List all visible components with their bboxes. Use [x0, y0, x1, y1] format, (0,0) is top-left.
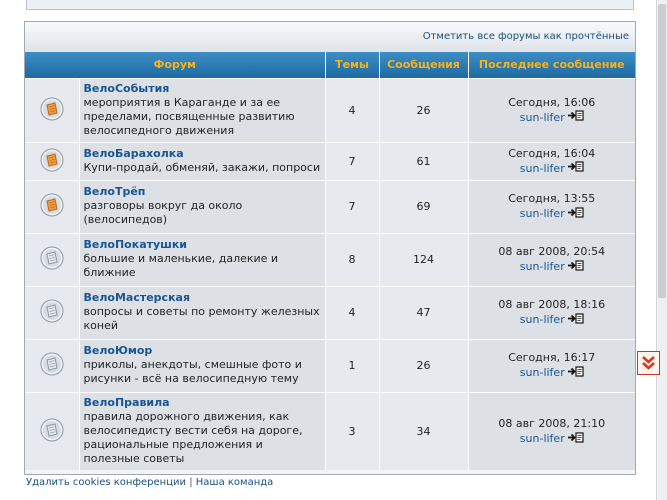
forum-row [25, 339, 635, 392]
forum-icon-cell [25, 339, 79, 392]
forum-read-icon [40, 246, 64, 270]
forum-icon-cell [25, 233, 79, 286]
header-topics: Темы [325, 52, 379, 78]
forum-icon-cell [25, 142, 79, 180]
goto-last-post-icon[interactable] [567, 432, 584, 447]
forum-last-post-cell [468, 180, 635, 233]
last-post-author-link[interactable]: sun-lifer [519, 432, 565, 445]
forum-posts-count: 47 [379, 286, 468, 339]
forum-read-icon [40, 299, 64, 323]
forum-posts-count: 26 [379, 339, 468, 392]
forum-row [25, 233, 635, 286]
footer-separator: | [189, 477, 193, 488]
goto-last-post-icon[interactable] [567, 313, 584, 328]
forum-topics-count: 8 [325, 233, 379, 286]
last-post-author-link[interactable]: sun-lifer [519, 260, 565, 274]
forum-info-cell [79, 142, 325, 180]
goto-last-post-icon[interactable] [567, 260, 584, 275]
forum-read-icon [40, 418, 64, 442]
double-chevron-down-icon [638, 352, 659, 374]
forum-posts-count: 61 [379, 142, 468, 180]
forum-last-post-cell [468, 78, 635, 142]
last-post-author-link[interactable]: sun-lifer [519, 313, 565, 327]
scroll-down-button[interactable] [637, 351, 660, 375]
forum-topics-count: 7 [325, 180, 379, 233]
forum-description: вопросы и советы по ремонту железных коней [83, 305, 320, 332]
forum-last-post-cell [468, 392, 635, 470]
forum-unread-icon [40, 193, 64, 217]
forum-last-post-cell [468, 339, 635, 392]
delete-cookies-link[interactable]: Удалить cookies конференции [26, 477, 187, 488]
forum-title-link[interactable]: ВелоСобытия [83, 81, 170, 95]
forum-icon-cell [25, 392, 79, 470]
forum-posts-count: 26 [379, 78, 468, 142]
forum-topics-count: 4 [325, 78, 379, 142]
forum-posts-count: 124 [379, 233, 468, 286]
forum-icon-cell [25, 286, 79, 339]
last-post-author-link[interactable]: sun-lifer [519, 161, 565, 175]
goto-last-post-icon[interactable] [567, 366, 584, 381]
forum-info-cell [79, 233, 325, 286]
team-link[interactable]: Наша команда [195, 477, 274, 488]
previous-panel [26, 0, 634, 10]
forum-row [25, 180, 635, 233]
last-post-date: Сегодня, 16:06 [508, 95, 596, 109]
forum-topics-count: 4 [325, 286, 379, 339]
scrollbar-thumb[interactable] [658, 4, 666, 298]
last-post-date: 08 авг 2008, 20:54 [498, 245, 606, 259]
forum-info-cell [79, 392, 325, 470]
goto-last-post-icon[interactable] [567, 207, 584, 222]
forum-title-link[interactable]: ВелоЮмор [83, 344, 153, 357]
footer-links [26, 477, 273, 488]
forum-description: большие и маленькие, далекие и ближние [83, 252, 279, 279]
forum-last-post-cell [468, 142, 635, 180]
forum-unread-icon [40, 148, 64, 172]
forum-topics-count: 1 [325, 339, 379, 392]
forum-toolbar [25, 22, 635, 52]
forum-title-link[interactable]: ВелоБарахолка [83, 146, 184, 160]
goto-last-post-icon[interactable] [567, 110, 584, 125]
forum-unread-icon [40, 97, 64, 121]
forums-table [25, 52, 635, 470]
forum-info-cell [79, 286, 325, 339]
forum-row [25, 392, 635, 470]
vertical-scrollbar[interactable] [656, 0, 667, 500]
forum-read-icon [40, 352, 64, 376]
forum-info-cell [79, 78, 325, 142]
forum-title-link[interactable]: ВелоПравила [83, 395, 170, 409]
header-posts: Сообщения [379, 52, 468, 78]
last-post-author-link[interactable]: sun-lifer [519, 366, 565, 380]
forum-list-panel [24, 21, 636, 475]
mark-all-read-link[interactable]: Отметить все форумы как прочтённые [422, 31, 629, 42]
goto-last-post-icon[interactable] [567, 161, 584, 176]
table-header-row [25, 52, 635, 78]
forum-description: разговоры вокруг да около (велосипедов) [83, 199, 243, 226]
forum-title-link[interactable]: ВелоТрёп [83, 185, 146, 198]
last-post-date: 08 авг 2008, 21:10 [498, 417, 606, 430]
forum-icon-cell [25, 78, 79, 142]
forum-last-post-cell [468, 286, 635, 339]
last-post-author-link[interactable]: sun-lifer [519, 110, 565, 124]
forum-info-cell [79, 180, 325, 233]
last-post-date: Сегодня, 16:04 [508, 146, 596, 160]
header-last-post: Последнее сообщение [468, 52, 635, 78]
forum-topics-count: 3 [325, 392, 379, 470]
header-forum: Форум [25, 52, 325, 78]
forum-row [25, 286, 635, 339]
forum-row [25, 78, 635, 142]
last-post-date: 08 авг 2008, 18:16 [498, 298, 606, 312]
forum-last-post-cell [468, 233, 635, 286]
forum-description: мероприятия в Караганде и за ее пределами, посвященные развитию велосипедного движения [83, 95, 295, 137]
forum-description: правила дорожного движения, как велосипедисту вести себя на дороге, рациональные предложения и полезные советы [83, 409, 303, 465]
forum-info-cell [79, 339, 325, 392]
forum-description: Купи-продай, обменяй, закажи, попроси [83, 160, 321, 174]
forum-posts-count: 69 [379, 180, 468, 233]
forum-title-link[interactable]: ВелоПокатушки [83, 238, 188, 251]
forum-icon-cell [25, 180, 79, 233]
forum-posts-count: 34 [379, 392, 468, 470]
forum-description: приколы, анекдоты, смешные фото и рисунки - всё на велосипедную тему [83, 358, 302, 385]
forum-topics-count: 7 [325, 142, 379, 180]
last-post-author-link[interactable]: sun-lifer [519, 207, 565, 221]
forum-row [25, 142, 635, 180]
last-post-date: Сегодня, 16:17 [508, 351, 596, 365]
last-post-date: Сегодня, 13:55 [508, 192, 596, 206]
forum-title-link[interactable]: ВелоМастерская [83, 291, 191, 304]
